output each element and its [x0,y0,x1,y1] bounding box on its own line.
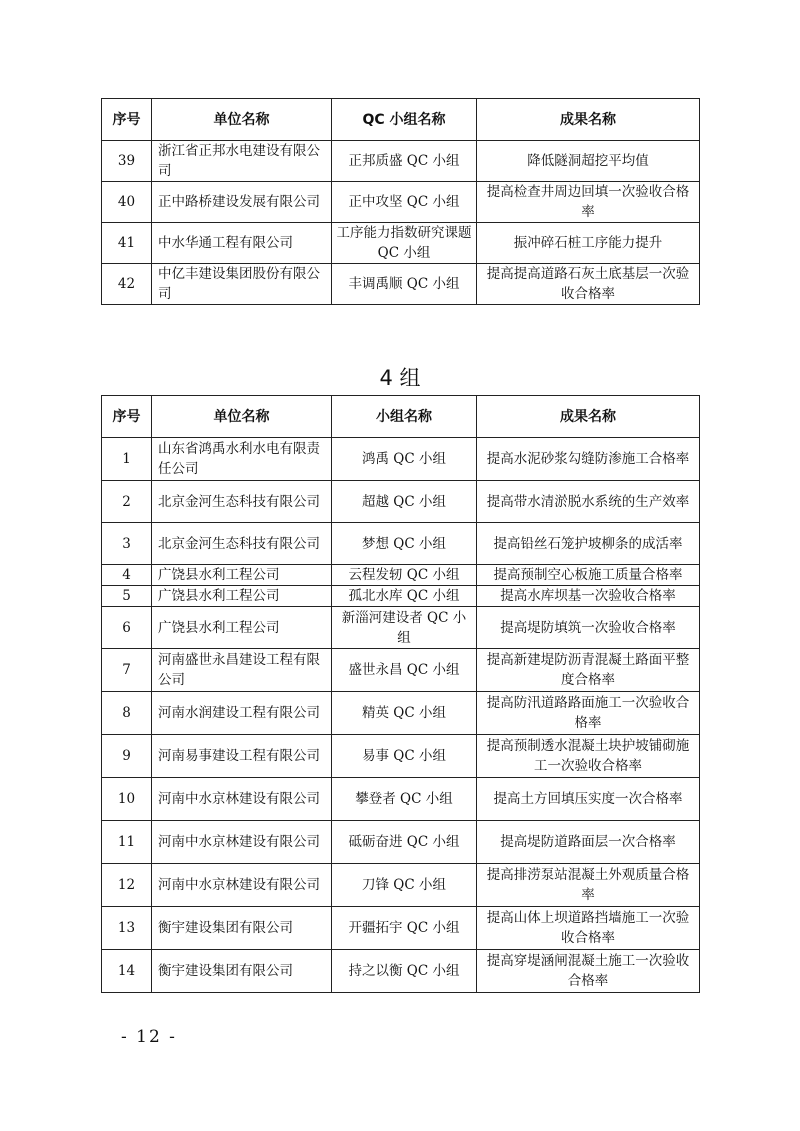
page-number: - 12 - [121,1027,177,1047]
qc-results-table-continued [101,98,700,305]
unit-name-cell: 衡宇建设集团有限公司 [152,950,332,993]
result-name-cell: 提高铅丝石笼护坡柳条的成活率 [477,523,700,565]
group-name-cell: 超越 QC 小组 [332,481,477,523]
table-row [102,950,700,993]
table-row [102,223,700,264]
result-name-cell: 提高山体上坝道路挡墙施工一次验收合格率 [477,907,700,950]
serial-number-cell: 39 [102,141,152,182]
result-name-cell: 提高水泥砂浆勾缝防渗施工合格率 [477,438,700,481]
result-name-cell: 提高防汛道路路面施工一次验收合格率 [477,692,700,735]
header-result-name: 成果名称 [477,396,700,438]
table-row [102,821,700,864]
result-name-cell: 提高新建堤防沥青混凝土路面平整度合格率 [477,649,700,692]
table-row [102,481,700,523]
unit-name-cell: 浙江省正邦水电建设有限公司 [152,141,332,182]
serial-number-cell: 12 [102,864,152,907]
table-header-row [102,396,700,438]
serial-number-cell: 1 [102,438,152,481]
group-name-cell: 刀锋 QC 小组 [332,864,477,907]
result-name-cell: 提高土方回填压实度一次合格率 [477,778,700,821]
serial-number-cell: 3 [102,523,152,565]
unit-name-cell: 河南中水京林建设有限公司 [152,778,332,821]
result-name-cell: 提高排涝泵站混凝土外观质量合格率 [477,864,700,907]
table-row [102,649,700,692]
result-name-cell: 提高水库坝基一次验收合格率 [477,586,700,607]
group-name-cell: 精英 QC 小组 [332,692,477,735]
header-serial-number: 序号 [102,396,152,438]
unit-name-cell: 河南中水京林建设有限公司 [152,864,332,907]
header-unit-name: 单位名称 [152,99,332,141]
group-name-cell: 砥砺奋进 QC 小组 [332,821,477,864]
result-name-cell: 提高提高道路石灰土底基层一次验收合格率 [477,264,700,305]
unit-name-cell: 河南盛世永昌建设工程有限公司 [152,649,332,692]
group-name-cell: 易事 QC 小组 [332,735,477,778]
unit-name-cell: 山东省鸿禹水利水电有限责任公司 [152,438,332,481]
result-name-cell: 振冲碎石桩工序能力提升 [477,223,700,264]
unit-name-cell: 河南中水京林建设有限公司 [152,821,332,864]
group-name-cell: 盛世永昌 QC 小组 [332,649,477,692]
table-row [102,182,700,223]
unit-name-cell: 河南易事建设工程有限公司 [152,735,332,778]
table-row [102,692,700,735]
result-name-cell: 提高带水清淤脱水系统的生产效率 [477,481,700,523]
result-name-cell: 提高预制透水混凝土块护坡铺砌施工一次验收合格率 [477,735,700,778]
result-name-cell: 提高预制空心板施工质量合格率 [477,565,700,586]
group-name-cell: 正中攻坚 QC 小组 [332,182,477,223]
table-row [102,907,700,950]
serial-number-cell: 11 [102,821,152,864]
group-4-title: 4 组 [379,366,421,390]
result-name-cell: 提高检查井周边回填一次验收合格率 [477,182,700,223]
table-row [102,565,700,586]
header-group-name: 小组名称 [332,396,477,438]
group-name-cell: 工序能力指数研究课题 QC 小组 [332,223,477,264]
unit-name-cell: 衡宇建设集团有限公司 [152,907,332,950]
table-row [102,264,700,305]
group-name-cell: 新淄河建设者 QC 小组 [332,607,477,649]
header-result-name: 成果名称 [477,99,700,141]
table-row [102,523,700,565]
unit-name-cell: 中亿丰建设集团股份有限公司 [152,264,332,305]
unit-name-cell: 广饶县水利工程公司 [152,607,332,649]
group-name-cell: 攀登者 QC 小组 [332,778,477,821]
table-row [102,735,700,778]
group-name-cell: 梦想 QC 小组 [332,523,477,565]
serial-number-cell: 9 [102,735,152,778]
group-name-cell: 鸿禹 QC 小组 [332,438,477,481]
header-qc-group-name: QC 小组名称 [332,99,477,141]
group-4-results-table [101,395,700,993]
group-name-cell: 丰调禹顺 QC 小组 [332,264,477,305]
result-name-cell: 提高堤防填筑一次验收合格率 [477,607,700,649]
group-name-cell: 孤北水库 QC 小组 [332,586,477,607]
serial-number-cell: 7 [102,649,152,692]
serial-number-cell: 13 [102,907,152,950]
unit-name-cell: 北京金河生态科技有限公司 [152,481,332,523]
header-serial-number: 序号 [102,99,152,141]
table-row [102,438,700,481]
serial-number-cell: 40 [102,182,152,223]
table-row [102,607,700,649]
serial-number-cell: 41 [102,223,152,264]
serial-number-cell: 6 [102,607,152,649]
unit-name-cell: 正中路桥建设发展有限公司 [152,182,332,223]
table-row [102,778,700,821]
table-row [102,586,700,607]
unit-name-cell: 广饶县水利工程公司 [152,586,332,607]
result-name-cell: 提高穿堤涵闸混凝土施工一次验收合格率 [477,950,700,993]
group-name-cell: 云程发轫 QC 小组 [332,565,477,586]
result-name-cell: 降低隧洞超挖平均值 [477,141,700,182]
serial-number-cell: 14 [102,950,152,993]
unit-name-cell: 河南水润建设工程有限公司 [152,692,332,735]
result-name-cell: 提高堤防道路面层一次合格率 [477,821,700,864]
group-name-cell: 持之以衡 QC 小组 [332,950,477,993]
group-name-cell: 开疆拓宇 QC 小组 [332,907,477,950]
serial-number-cell: 5 [102,586,152,607]
serial-number-cell: 10 [102,778,152,821]
unit-name-cell: 中水华通工程有限公司 [152,223,332,264]
unit-name-cell: 北京金河生态科技有限公司 [152,523,332,565]
table-row [102,141,700,182]
table-row [102,864,700,907]
unit-name-cell: 广饶县水利工程公司 [152,565,332,586]
table-header-row [102,99,700,141]
serial-number-cell: 8 [102,692,152,735]
serial-number-cell: 2 [102,481,152,523]
header-unit-name: 单位名称 [152,396,332,438]
serial-number-cell: 4 [102,565,152,586]
serial-number-cell: 42 [102,264,152,305]
group-name-cell: 正邦质盛 QC 小组 [332,141,477,182]
